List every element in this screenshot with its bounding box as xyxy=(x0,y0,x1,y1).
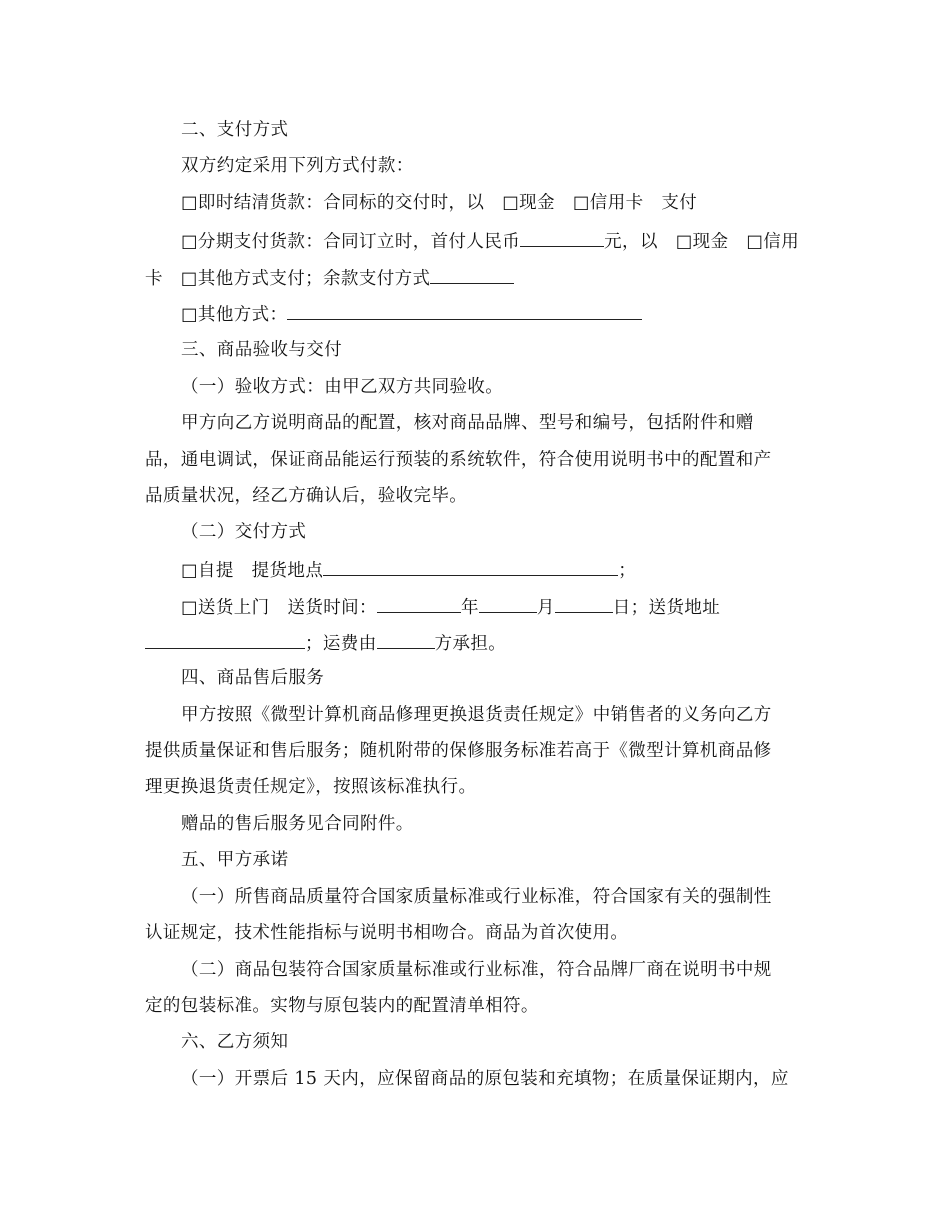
paragraph-line: 认证规定，技术性能指标与说明书相吻合。商品为首次使用。 xyxy=(145,923,629,943)
paragraph-line: （二）交付方式 xyxy=(181,522,307,542)
blank-line xyxy=(377,596,461,613)
paragraph-line: 甲方按照《微型计算机商品修理更换退货责任规定》中销售者的义务向乙方 xyxy=(181,705,772,725)
paragraph-line: （二）商品包装符合国家质量标准或行业标准，符合品牌厂商在说明书中规 xyxy=(181,960,772,980)
paragraph-line: （一）开票后 15 天内，应保留商品的原包装和充填物；在质量保证期内，应 xyxy=(181,1069,789,1089)
blank-line xyxy=(377,632,435,649)
section-heading-party-b: 六、乙方须知 xyxy=(181,1032,289,1052)
checkbox-option-line: □其他方式： xyxy=(181,303,642,325)
section-heading-after-sales: 四、商品售后服务 xyxy=(181,668,325,688)
blank-line xyxy=(145,632,305,649)
blank-line xyxy=(287,303,642,320)
paragraph-line: 甲方向乙方说明商品的配置，核对商品品牌、型号和编号，包括附件和赠 xyxy=(181,413,754,433)
blank-line xyxy=(323,559,618,576)
checkbox-option-line: 卡 □其他方式支付；余款支付方式 xyxy=(145,267,514,289)
paragraph-line: （一）所售商品质量符合国家质量标准或行业标准，符合国家有关的强制性 xyxy=(181,887,772,907)
checkbox-option-line: □即时结清货款：合同标的交付时，以 □现金 □信用卡 支付 xyxy=(181,193,698,213)
section-heading-payment: 二、支付方式 xyxy=(181,120,289,140)
blank-line xyxy=(555,596,613,613)
paragraph-line: ；运费由 方承担。 xyxy=(145,632,506,654)
paragraph-line: 品，通电调试，保证商品能运行预装的系统软件，符合使用说明书中的配置和产 xyxy=(145,450,772,470)
paragraph-line: 理更换退货责任规定》，按照该标准执行。 xyxy=(145,777,477,797)
section-heading-party-a: 五、甲方承诺 xyxy=(181,850,289,870)
paragraph-line: 赠品的售后服务见合同附件。 xyxy=(181,814,414,834)
blank-line xyxy=(520,230,604,247)
blank-line xyxy=(479,596,537,613)
checkbox-option-line: □送货上门 送货时间： 年 月 日；送货地址 xyxy=(181,598,721,618)
checkbox-option-line: □自提 提货地点 ； xyxy=(181,561,637,581)
checkbox-option-line: □分期支付货款：合同订立时，首付人民币 元，以 □现金 □信用 xyxy=(181,232,800,252)
paragraph-line: （一）验收方式：由甲乙双方共同验收。 xyxy=(181,377,504,397)
section-heading-acceptance: 三、商品验收与交付 xyxy=(181,340,343,360)
paragraph-line: 双方约定采用下列方式付款： xyxy=(181,156,414,176)
paragraph-line: 品质量状况，经乙方确认后，验收完毕。 xyxy=(145,486,468,506)
paragraph-line: 定的包装标准。实物与原包装内的配置清单相符。 xyxy=(145,996,539,1016)
paragraph-line: 提供质量保证和售后服务；随机附带的保修服务标准若高于《微型计算机商品修 xyxy=(145,741,772,761)
blank-line xyxy=(430,267,514,284)
